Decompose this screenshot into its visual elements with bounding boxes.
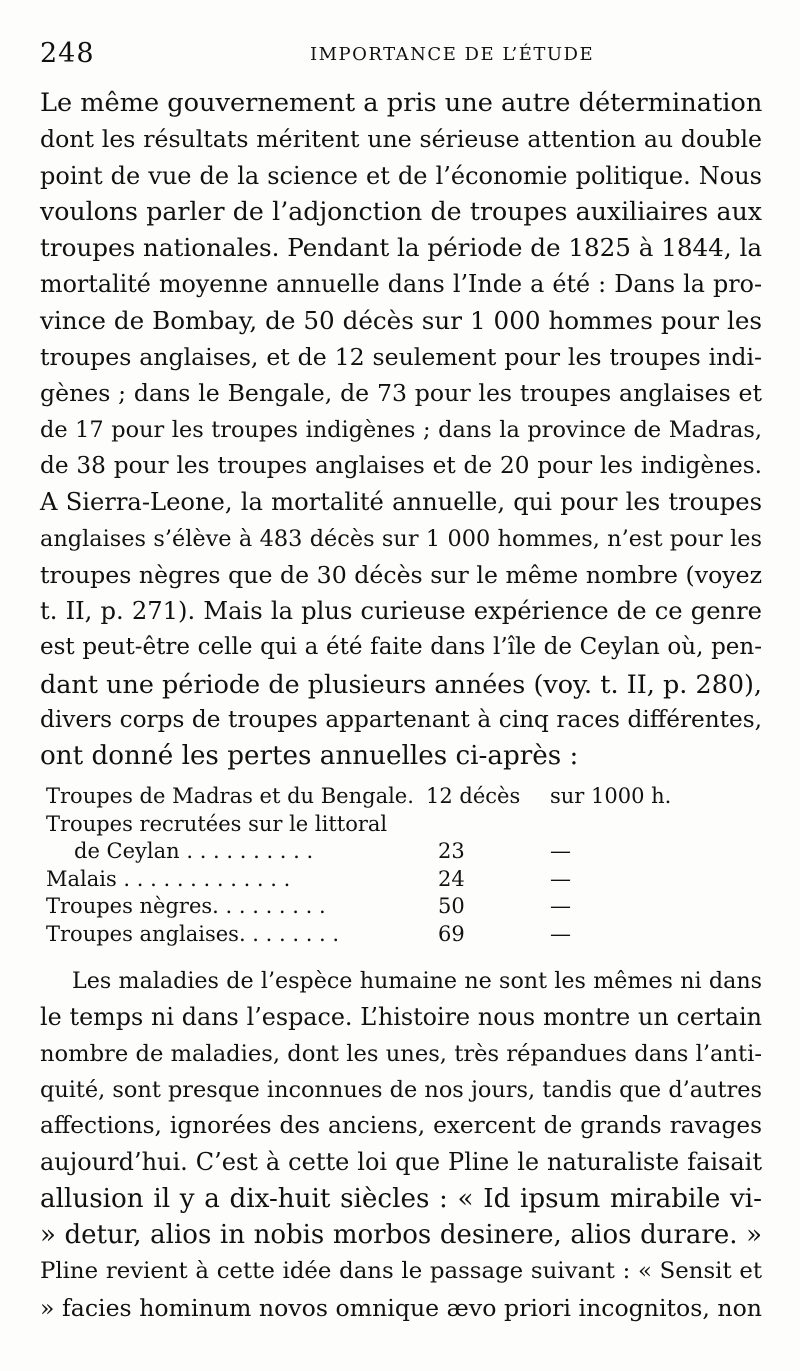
mortality-table: [46, 783, 726, 948]
table-row: [46, 921, 726, 949]
table-row-value: 69: [438, 921, 465, 946]
text-line: Le même gouvernement a pris une autre détermination: [40, 88, 763, 118]
table-row-value: 50: [438, 894, 465, 918]
paragraph-diseases: [40, 963, 762, 1326]
text-line: vince de Bombay, de 50 décès sur 1 000 hommes pour les: [40, 305, 762, 335]
table-row-value: 23: [438, 839, 465, 863]
text-line: anglaises s’élève à 483 décès sur 1 000 hommes, n’est pour les: [40, 525, 762, 552]
text-line: ont donné les pertes annuelles ci-après :: [40, 741, 579, 772]
text-line: Pline revient à cette idée dans le passage suivant : « Sensit et: [40, 1258, 762, 1285]
text-line: troupes nègres que de 30 décès sur le même nombre (voyez: [40, 560, 762, 589]
table-row-unit: —: [550, 894, 571, 918]
table-row-unit: sur 1000 h.: [550, 784, 672, 808]
table-row: [46, 893, 726, 921]
text-line: est peut-être celle qui a été faite dans l’île de Ceylan où, pen-: [40, 634, 762, 661]
table-row-label: de Ceylan . . . . . . . . . .: [74, 839, 314, 863]
table-row: [46, 811, 726, 839]
paragraph-troop-mortality: [40, 85, 762, 775]
table-row: [46, 866, 726, 894]
text-line: affections, ignorées des anciens, exercent de grands ravages: [40, 1112, 762, 1140]
text-line: t. II, p. 271). Mais la plus curieuse expérience de ce genre: [40, 597, 762, 626]
text-line: dant une période de plusieurs années (voy. t. II, p. 280),: [40, 668, 762, 699]
table-row: [46, 783, 726, 811]
table-row-label: Troupes de Madras et du Bengale.: [46, 784, 414, 808]
text-line: allusion il y a dix-huit siècles : « Id ipsum mirabile vi-: [40, 1183, 762, 1214]
text-line: quité, sont presque inconnues de nos jours, tandis que d’autres: [40, 1076, 762, 1103]
text-line: voulons parler de l’adjonction de troupes auxiliaires aux: [40, 196, 762, 226]
table-row-label: Troupes nègres. . . . . . . . .: [46, 894, 326, 918]
table-row-unit: —: [550, 866, 571, 891]
text-line: troupes anglaises, et de 12 seulement pour les troupes indi-: [40, 343, 762, 372]
page-header: [40, 38, 760, 70]
running-head: IMPORTANCE DE L’ÉTUDE: [310, 44, 595, 65]
table-row-value: 12 décès: [426, 784, 521, 808]
table-row-label: Troupes anglaises. . . . . . . .: [46, 921, 340, 946]
text-line: nombre de maladies, dont les unes, très répandues dans l’anti-: [40, 1040, 762, 1067]
table-row-unit: —: [550, 839, 571, 863]
text-line: divers corps de troupes appartenant à cinq races différentes,: [40, 706, 762, 734]
text-line: troupes nationales. Pendant la période de 1825 à 1844, la: [40, 233, 762, 263]
text-line: de 38 pour les troupes anglaises et de 20 pour les indigènes.: [40, 451, 762, 479]
text-line: point de vue de la science et de l’économie politique. Nous: [40, 161, 762, 190]
text-line: aujourd’hui. C’est à cette loi que Pline le naturaliste faisait: [40, 1148, 762, 1177]
text-line: » detur, alios in nobis morbos desinere, alios durare. »: [40, 1220, 762, 1251]
table-row-label: Malais . . . . . . . . . . . . .: [46, 866, 291, 891]
text-line: A Sierra-Leone, la mortalité annuelle, qui pour les troupes: [40, 488, 762, 517]
page-number: 248: [40, 38, 95, 69]
table-row-unit: —: [550, 921, 571, 946]
table-row-label: Troupes recrutées sur le littoral: [46, 811, 388, 836]
text-line: de 17 pour les troupes indigènes ; dans la province de Madras,: [40, 416, 762, 443]
text-line: mortalité moyenne annuelle dans l’Inde a été : Dans la pro-: [40, 270, 762, 299]
table-row: [46, 838, 726, 866]
text-line: dont les résultats méritent une sérieuse attention au double: [40, 125, 762, 154]
text-line: gènes ; dans le Bengale, de 73 pour les troupes anglaises et: [40, 379, 762, 408]
table-row-value: 24: [438, 866, 465, 891]
text-line: » facies hominum novos omnique ævo priori incognitos, non: [40, 1293, 762, 1322]
text-line: le temps ni dans l’espace. L’histoire nous montre un certain: [40, 1003, 762, 1032]
text-line: Les maladies de l’espèce humaine ne sont les mêmes ni dans: [72, 968, 762, 994]
